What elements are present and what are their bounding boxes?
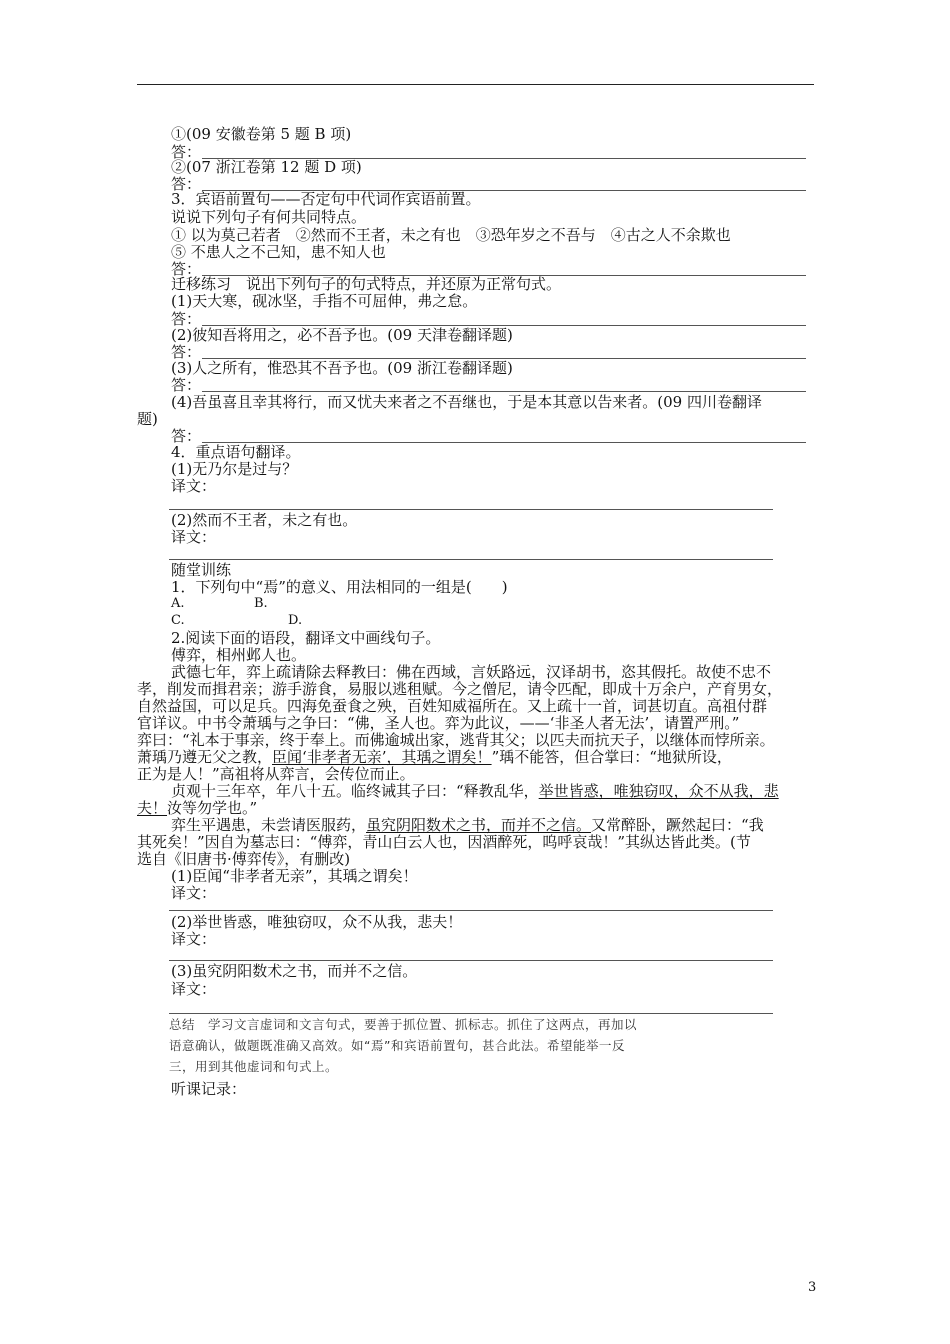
translation-label: 译文：	[171, 980, 217, 998]
passage-text: 又常醉卧，蹶然起曰：“我	[591, 816, 764, 834]
passage-line: 正为是人！”高祖将从弈言，会传位而止。	[137, 765, 415, 783]
summary-box	[169, 1013, 773, 1077]
summary-line: 总结 学习文言虚词和文言句式，要善于抓位置、抓标志。抓住了这两点，再加以	[169, 1017, 638, 1032]
passage-line: 武德七年，弈上疏请除去释教曰：佛在西域，言妖路远，汉译胡书，恣其假托。故使不忠不	[171, 663, 772, 681]
question-item-wrap: 题)	[137, 410, 158, 428]
instruction: 说说下列句子有何共同特点。	[171, 208, 367, 226]
question-item: (1)天大寒，砚冰坚，手指不可屈伸，弗之怠。	[171, 292, 478, 310]
option-b: B.	[254, 596, 268, 611]
page-number: 3	[808, 1280, 817, 1295]
answer-line	[202, 391, 806, 392]
passage-line: 选自《旧唐书·傅弈传》，有删改)	[137, 850, 351, 868]
example-sentences: ① 以为莫己若者 ②然而不王者，未之有也 ③恐年岁之不吾与 ④古之人不余欺也	[171, 226, 731, 244]
passage-line: 官详议。中书令萧瑀与之争曰：“佛，圣人也。弈为此议，——‘非圣人者无法’，请置严刑。”	[137, 714, 740, 732]
question-item: (2)举世皆惑，唯独窃叹，众不从我，悲夫！	[171, 913, 463, 931]
option-a: A.	[171, 596, 185, 611]
question-item: (4)吾虽喜且幸其将行，而又忧夫来者之不吾继也，于是本其意以告来者。(09 四川卷翻译	[171, 393, 762, 411]
underlined-sentence: 臣闻‘非孝者无亲’，其瑀之谓矣！	[272, 748, 492, 766]
question-item: 2.阅读下面的语段，翻译文中画线句子。	[171, 629, 441, 647]
option-c: C.	[171, 613, 185, 628]
question-item: (2)彼知吾将用之，必不吾予也。(09 天津卷翻译题)	[171, 326, 513, 344]
answer-label: 答：	[171, 427, 202, 445]
passage-text: 贞观十三年卒，年八十五。临终诫其子曰：“释教乱华，	[171, 782, 539, 800]
answer-label: 答：	[171, 310, 202, 328]
translation-label: 译文：	[171, 930, 217, 948]
option-d: D.	[288, 613, 303, 628]
practice-heading: 迁移练习 说出下列句子的句式特点，并还原为正常句式。	[171, 275, 562, 293]
question-item: (1)无乃尔是过与？	[171, 460, 298, 478]
underlined-sentence: 夫！	[137, 799, 168, 817]
section-heading: 4．重点语句翻译。	[171, 443, 301, 461]
notes-label: 听课记录：	[171, 1080, 247, 1098]
question-item: (3)人之所有，惟恐其不吾予也。(09 浙江卷翻译题)	[171, 359, 513, 377]
question-item: (2)然而不王者，未之有也。	[171, 511, 358, 529]
section-heading: 3．宾语前置句——否定句中代词作宾语前置。	[171, 190, 481, 208]
passage-line: 自然益国，可以足兵。四海免蚕食之殃，百姓知威福所在。又上疏十一首，词甚切直。高祖付群	[137, 697, 768, 715]
passage-text: 弈生平遇患，未尝请医服药，	[171, 816, 367, 834]
passage-line: 傅弈，相州邺人也。	[171, 646, 307, 664]
question-item: (1)臣闻“非孝者无亲”，其瑀之谓矣！	[171, 867, 418, 885]
passage-line: 其死矣！”因自为墓志曰：“傅弈，青山白云人也，因酒醉死，呜呼哀哉！”其纵达皆此类。(节	[137, 833, 751, 851]
header-rule	[137, 84, 814, 85]
example-sentences: ⑤ 不患人之不己知，患不知人也	[171, 243, 386, 261]
section-heading: 随堂训练	[171, 561, 232, 579]
passage-line: 孝，削发而揖君亲；游手游食，易服以逃租赋。今之僧尼，请令匹配，即成十万余户，产育男女，	[137, 680, 783, 698]
passage-text: ”瑀不能答，但合掌曰：“地狱所设，	[491, 748, 732, 766]
underlined-sentence: 虽究阴阳数术之书，而并不之信。	[366, 816, 592, 834]
answer-label: 答：	[171, 143, 202, 161]
translation-label: 译文：	[171, 884, 217, 902]
translation-line	[169, 910, 773, 911]
passage-line	[171, 816, 764, 834]
answer-label: 答：	[171, 376, 202, 394]
question-item: ②(07 浙江卷第 12 题 D 项)	[171, 158, 362, 176]
answer-label: 答：	[171, 343, 202, 361]
summary-line: 语意确认，做题既准确又高效。如“焉”和宾语前置句，甚合此法。希望能举一反	[169, 1038, 625, 1053]
passage-line: 弈曰：“礼本于事亲，终于奉上。而佛逾城出家，逃背其父；以匹夫而抗天子，以继体而悖所亲。	[137, 731, 775, 749]
translation-line	[169, 509, 773, 510]
summary-line: 三，用到其他虚词和句式上。	[169, 1059, 339, 1074]
question-item: 1．下列句中“焉”的意义、用法相同的一组是( )	[171, 578, 508, 596]
passage-line	[137, 748, 732, 766]
question-item: ①(09 安徽卷第 5 题 B 项)	[171, 125, 352, 143]
translation-label: 译文：	[171, 477, 217, 495]
answer-label: 答：	[171, 175, 202, 193]
passage-line	[171, 782, 779, 800]
passage-line	[137, 799, 257, 817]
translation-line	[169, 559, 773, 560]
underlined-sentence: 举世皆惑，唯独窃叹，众不从我，悲	[538, 782, 779, 800]
passage-text: 汝等勿学也。”	[167, 799, 258, 817]
question-item: (3)虽究阴阳数术之书，而并不之信。	[171, 962, 418, 980]
translation-label: 译文：	[171, 528, 217, 546]
translation-line	[169, 960, 773, 961]
answer-label: 答：	[171, 260, 202, 278]
passage-text: 萧瑀乃遵无父之教，	[137, 748, 273, 766]
